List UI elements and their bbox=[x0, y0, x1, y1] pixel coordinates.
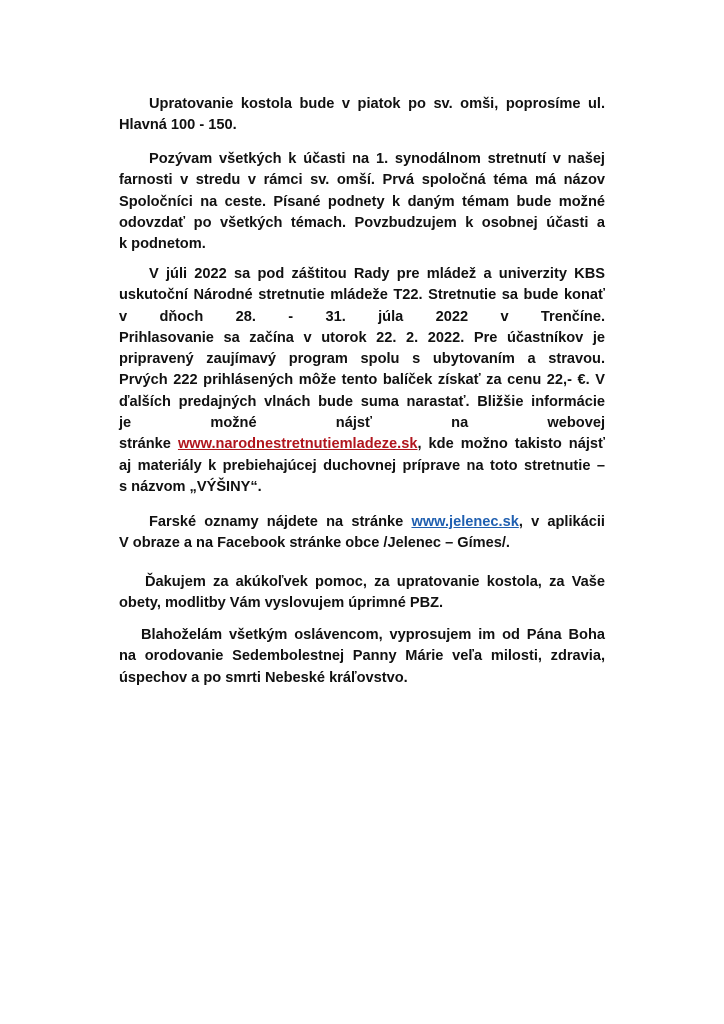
text-line: odovzdať po všetkých témach. Povzbudzujem k osobnej účasti a bbox=[119, 214, 605, 231]
link-suffix: , v aplikácii bbox=[518, 514, 605, 530]
paragraph-cleaning bbox=[119, 94, 605, 137]
text-line: V júli 2022 sa pod záštitou Rady pre mládež a univerzity KBS bbox=[149, 266, 605, 282]
text-line: na orodovanie Sedembolestnej Panny Márie veľa milosti, zdravia, bbox=[119, 648, 605, 665]
text-line-with-link bbox=[119, 512, 605, 533]
text-line: je možné nájsť na webovej bbox=[119, 415, 605, 432]
text-line: Ďakujem za akúkoľvek pomoc, za upratovanie kostola, za Vaše bbox=[145, 574, 605, 590]
text-line: ďalších predajných vlnách bude suma narastať. Bližšie informácie bbox=[119, 393, 605, 410]
text-line: Pozývam všetkých k účasti na 1. synodálnom stretnutí v našej bbox=[149, 151, 605, 167]
paragraph-announcements bbox=[119, 512, 605, 555]
text-line: s názvom „VÝŠINY“. bbox=[119, 478, 262, 495]
paragraph-youth-meeting bbox=[119, 264, 605, 498]
text-line: v dňoch 28. - 31. júla 2022 v Trenčíne. bbox=[119, 308, 605, 325]
text-line-with-link bbox=[119, 434, 605, 455]
parish-website-link[interactable]: www.jelenec.sk bbox=[411, 514, 519, 530]
text-line: úspechov a po smrti Nebeské kráľovstvo. bbox=[119, 669, 408, 686]
paragraph-synod bbox=[119, 149, 605, 255]
text-line: k podnetom. bbox=[119, 236, 206, 253]
link-suffix: , kde možno takisto nájsť bbox=[417, 436, 605, 453]
text-line: Prvých 222 prihlásených môže tento balíček získať za cenu 22,- €. V bbox=[119, 372, 605, 389]
youth-meeting-link[interactable]: www.narodnestretnutiemladeze.sk bbox=[177, 436, 418, 453]
paragraph-congratulations bbox=[119, 625, 605, 689]
text-line: obety, modlitby Vám vyslovujem úprimné PBZ. bbox=[119, 595, 444, 612]
text-line: uskutoční Národné stretnutie mládeže T22. Stretnutie sa bude konať bbox=[119, 287, 605, 304]
text-line: Blahoželám všetkým oslávencom, vyprosujem im od Pána Boha bbox=[141, 627, 605, 643]
text-line: V obraze a na Facebook stránke obce /Jelenec – Gímes/. bbox=[119, 535, 510, 552]
text-line: Upratovanie kostola bude v piatok po sv. omši, poprosíme ul. bbox=[149, 96, 605, 112]
text-line: farnosti v stredu v rámci sv. omší. Prvá spoločná téma má názov bbox=[119, 172, 605, 189]
text-line: Hlavná 100 - 150. bbox=[119, 117, 237, 134]
text-line: Spoločníci na ceste. Písané podnety k daným témam bude možné bbox=[119, 193, 605, 210]
link-prefix: stránke bbox=[119, 436, 178, 453]
link-prefix: Farské oznamy nájdete na stránke bbox=[149, 514, 412, 530]
text-line: aj materiály k prebiehajúcej duchovnej príprave na toto stretnutie – bbox=[119, 457, 605, 474]
paragraph-thanks bbox=[119, 572, 605, 615]
text-line: pripravený zaujímavý program spolu s ubytovaním a stravou. bbox=[119, 351, 605, 368]
text-line: Prihlasovanie sa začína v utorok 22. 2. 2022. Pre účastníkov je bbox=[119, 329, 605, 346]
